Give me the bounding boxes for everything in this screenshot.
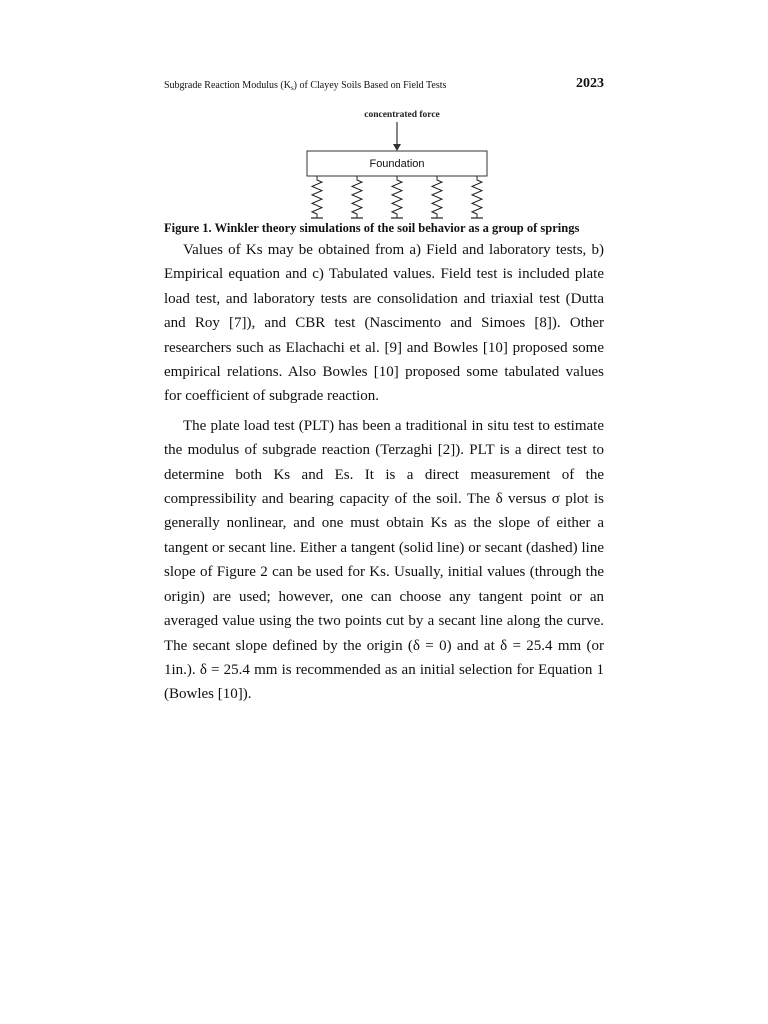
spring — [351, 176, 363, 218]
spring — [431, 176, 443, 218]
running-title-subscript: s — [290, 84, 294, 92]
page-number: 2023 — [576, 76, 604, 91]
foundation-label: Foundation — [369, 158, 425, 170]
spring-coil — [432, 176, 442, 218]
springs-group — [311, 176, 483, 218]
winkler-diagram — [290, 104, 510, 226]
running-title-post: ) of Clayey Soils Based on Field Tests — [293, 80, 447, 91]
force-label: concentrated force — [364, 110, 440, 120]
figure-caption: Figure 1. Winkler theory simulations of the soil behavior as a group of springs — [164, 221, 580, 235]
body-text — [164, 238, 604, 707]
force-arrow-head — [393, 144, 401, 151]
spring-coil — [312, 176, 322, 218]
running-header — [164, 80, 604, 92]
winkler-figure — [290, 104, 510, 226]
spring — [311, 176, 323, 218]
spring — [391, 176, 403, 218]
running-title-pre: Subgrade Reaction Modulus (K — [164, 80, 291, 91]
paragraph: Values of Ks may be obtained from a) Field and laboratory tests, b) Empirical equation and c) Tabulated values. Field test is included plate load test, and laboratory tests are consolidation and triaxial test (Dutta and Roy [7]), and CBR test (Nascimento and Simoes [8]). Other researchers such as Elachachi et al. [9] and Bowles [10] proposed some empirical relations. Also Bowles [10] proposed some tabulated values for coefficient of subgrade reaction. — [164, 242, 604, 405]
spring-coil — [392, 176, 402, 218]
spring — [471, 176, 483, 218]
spring-coil — [472, 176, 482, 218]
spring-coil — [352, 176, 362, 218]
paragraph: The plate load test (PLT) has been a traditional in situ test to estimate the modulus of subgrade reaction (Terzaghi [2]). PLT is a direct test to determine both Ks and Es. It is a direct measurement of the compressibility and bearing capacity of the soil. The δ versus σ plot is generally nonlinear, and one must obtain Ks as the slope of either a tangent or secant line. Either a tangent (solid line) or secant (dashed) line slope of Figure 2 can be used for Ks. Usually, initial values (through the origin) are used; however, one can choose any tangent point or an averaged value using the two points cut by a secant line along the curve. The secant slope defined by the origin (δ = 0) and at δ = 25.4 mm (or 1in.). δ = 25.4 mm is recommended as an initial selection for Equation 1 (Bowles [10]). — [164, 417, 604, 703]
